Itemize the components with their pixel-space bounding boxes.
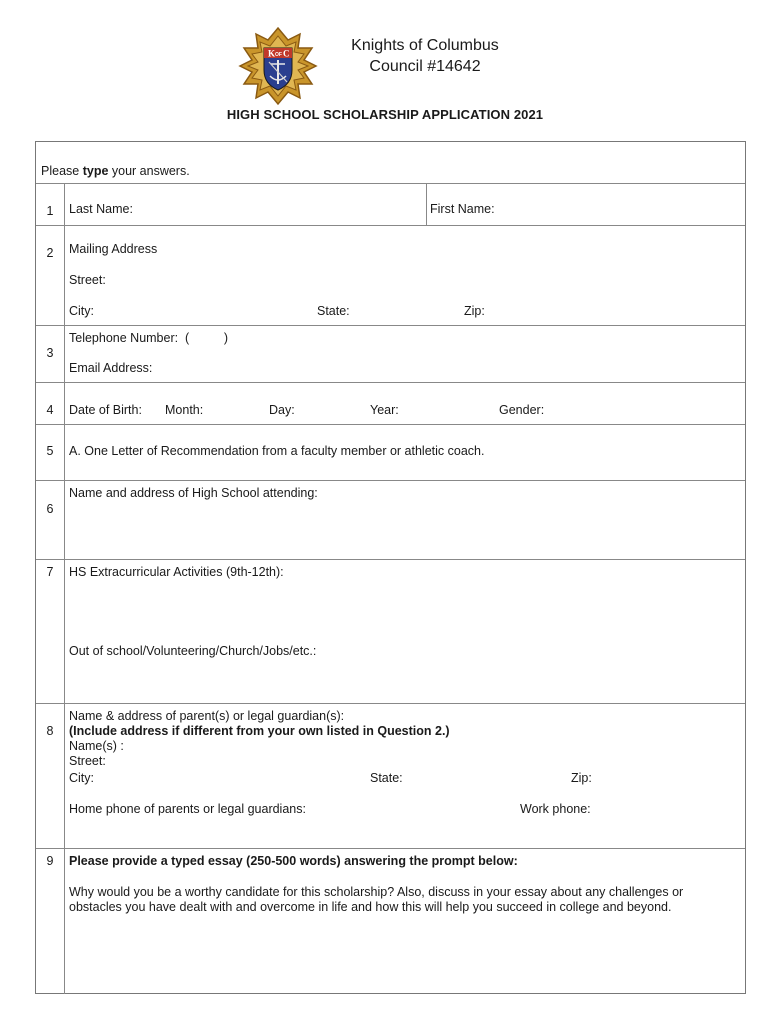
parent-street-label[interactable]: Street: bbox=[69, 754, 106, 768]
question-number: 4 bbox=[46, 403, 54, 417]
parent-address-note: (Include address if different from your own listed in Question 2.) bbox=[69, 724, 450, 738]
question-number: 6 bbox=[46, 502, 54, 516]
instruction-text-end: your answers. bbox=[108, 164, 190, 178]
recommendation-letter-text: A. One Letter of Recommendation from a faculty member or athletic coach. bbox=[69, 444, 485, 458]
telephone-label[interactable]: Telephone Number: ( ) bbox=[69, 331, 229, 345]
parent-city-label[interactable]: City: bbox=[69, 771, 94, 785]
month-label[interactable]: Month: bbox=[165, 403, 204, 417]
name-split-divider bbox=[426, 183, 427, 225]
row-divider bbox=[36, 424, 745, 425]
instruction-text: Please bbox=[41, 164, 83, 178]
extracurricular-label[interactable]: HS Extracurricular Activities (9th-12th): bbox=[69, 565, 284, 579]
out-of-school-label[interactable]: Out of school/Volunteering/Church/Jobs/etc.: bbox=[69, 644, 317, 658]
row-divider bbox=[36, 225, 745, 226]
emblem-letter-k: K bbox=[268, 48, 276, 59]
number-column-divider bbox=[64, 183, 65, 994]
parent-zip-label[interactable]: Zip: bbox=[571, 771, 592, 785]
emblem-graphic bbox=[238, 26, 318, 106]
first-name-label[interactable]: First Name: bbox=[430, 202, 495, 216]
year-label[interactable]: Year: bbox=[370, 403, 399, 417]
zip-label[interactable]: Zip: bbox=[464, 304, 485, 318]
row-divider bbox=[36, 559, 745, 560]
high-school-label[interactable]: Name and address of High School attending: bbox=[69, 486, 318, 500]
city-label[interactable]: City: bbox=[69, 304, 94, 318]
question-number: 2 bbox=[46, 246, 54, 260]
street-label[interactable]: Street: bbox=[69, 273, 106, 287]
row-divider bbox=[36, 480, 745, 481]
row-divider bbox=[36, 183, 745, 184]
state-label[interactable]: State: bbox=[317, 304, 350, 318]
essay-prompt: Why would you be a worthy candidate for this scholarship? Also, discuss in your essay about any challenges or obstacles you have dealt with and overcome in life and how this will help you succeed in college and beyond. bbox=[69, 885, 684, 914]
question-number: 8 bbox=[46, 724, 54, 738]
essay-instructions: Please provide a typed essay (250-500 words) answering the prompt below: bbox=[69, 854, 518, 868]
email-label[interactable]: Email Address: bbox=[69, 361, 153, 375]
row-divider bbox=[36, 382, 745, 383]
parent-state-label[interactable]: State: bbox=[370, 771, 403, 785]
question-number: 7 bbox=[46, 565, 54, 579]
work-phone-label[interactable]: Work phone: bbox=[520, 802, 591, 816]
gender-label[interactable]: Gender: bbox=[499, 403, 545, 417]
parent-address-label: Name & address of parent(s) or legal guardian(s): bbox=[69, 709, 345, 723]
row-divider bbox=[36, 703, 745, 704]
mailing-address-label: Mailing Address bbox=[69, 242, 158, 256]
parent-names-label[interactable]: Name(s) : bbox=[69, 739, 124, 753]
application-form bbox=[35, 141, 746, 994]
council-number: Council #14642 bbox=[369, 58, 481, 75]
question-number: 5 bbox=[46, 444, 54, 458]
question-number: 9 bbox=[46, 854, 54, 868]
row-divider bbox=[36, 848, 745, 849]
question-number: 1 bbox=[46, 204, 54, 218]
date-of-birth-label: Date of Birth: bbox=[69, 403, 142, 417]
emblem-letter-of: OF bbox=[275, 52, 282, 58]
org-name: Knights of Columbus bbox=[351, 37, 499, 54]
day-label[interactable]: Day: bbox=[269, 403, 295, 417]
instruction-emphasis: type bbox=[82, 164, 109, 178]
last-name-label[interactable]: Last Name: bbox=[69, 202, 133, 216]
home-phone-label[interactable]: Home phone of parents or legal guardians: bbox=[69, 802, 306, 816]
instructions bbox=[41, 164, 190, 178]
emblem-letter-c: C bbox=[283, 48, 290, 59]
form-title: HIGH SCHOOL SCHOLARSHIP APPLICATION 2021 bbox=[226, 107, 544, 122]
row-divider bbox=[36, 325, 745, 326]
knights-of-columbus-emblem bbox=[238, 26, 318, 106]
question-number: 3 bbox=[46, 346, 54, 360]
